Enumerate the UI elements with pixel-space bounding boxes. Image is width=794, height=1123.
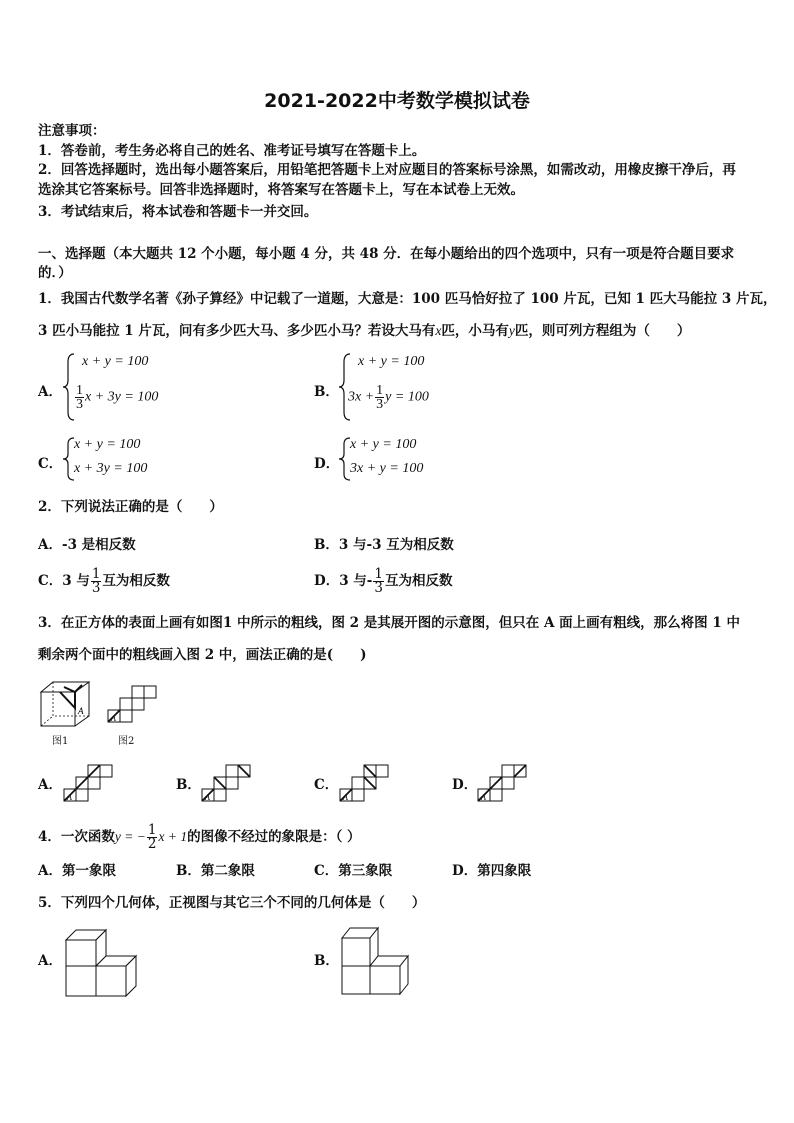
q4-stem: 4．一次函数y = − $\frac{1}{2}$ x + 1的图像不经过的象限是：（ ） — [38, 822, 361, 852]
cube-figure — [38, 680, 98, 730]
q3-option-c-label: C． — [314, 777, 339, 793]
svg-text:A: A — [343, 793, 348, 802]
q1-c-eq1: x + y = 100 — [74, 437, 141, 452]
q3-stem-line2: 剩余两个面中的粗线画入图 2 中，画法正确的是( ) — [38, 647, 367, 663]
q5-option-a-solid — [64, 922, 144, 998]
q3-option-d-label: D． — [452, 777, 478, 793]
q3-option-a-label: A． — [38, 777, 62, 793]
notice-item-1: 1．答卷前，考生务必将自己的姓名、准考证号填写在答题卡上。 — [38, 143, 426, 159]
q1-option-a-system — [62, 352, 202, 422]
page-title: 2021-2022中考数学模拟试卷 — [264, 90, 530, 112]
net-figure — [106, 684, 160, 724]
section-heading: 一、选择题（本大题共 12 个小题，每小题 4 分，共 48 分．在每小题给出的四个选项中，只有一项是符合题目要求 — [38, 246, 735, 262]
q3-option-b-label: B． — [176, 777, 201, 793]
q1-c-eq2: x + 3y = 100 — [74, 461, 148, 476]
q1-option-b-system — [338, 352, 478, 422]
q1-option-b-label: B． — [314, 384, 339, 400]
q1-d-eq2: 3x + y = 100 — [350, 461, 424, 476]
q5-stem: 5．下列四个几何体，正视图与其它三个不同的几何体是（ ） — [38, 895, 426, 911]
q2-option-b: B．3 与-3 互为相反数 — [314, 537, 454, 553]
svg-text:A: A — [205, 793, 210, 802]
q1-option-a-label: A． — [38, 384, 62, 400]
q1-option-d-label: D． — [314, 456, 340, 472]
q3-option-c-net — [338, 763, 392, 803]
q5-option-b-solid — [340, 922, 420, 998]
notice-item-2-cont: 选涂其它答案标号。回答非选择题时，将答案写在答题卡上，写在本试卷上无效。 — [38, 182, 524, 198]
face-label-a: A — [78, 706, 84, 716]
q1-stem-line1: 1．我国古代数学名著《孙子算经》中记载了一道题，大意是：100 匹马恰好拉了 100 片瓦，已知 1 匹大马能拉 3 片瓦， — [38, 291, 777, 307]
q4-option-a: A．第一象限 — [38, 863, 116, 879]
svg-text:A: A — [67, 793, 72, 802]
q2-option-a: A．-3 是相反数 — [38, 537, 136, 553]
notice-item-2: 2．回答选择题时，选出每小题答案后，用铅笔把答题卡上对应题目的答案标号涂黑，如需改动，用橡皮擦干净后，再 — [38, 162, 736, 178]
fig1-caption: 图1 — [52, 736, 69, 747]
q2-option-d: D．3 与- $\frac{1}{3}$ 互为相反数 — [314, 566, 453, 596]
q1-b-eq1: x + y = 100 — [358, 354, 425, 369]
q3-option-b-net — [200, 763, 254, 803]
q4-option-d: D．第四象限 — [452, 863, 532, 879]
q1-a-eq1: x + y = 100 — [82, 354, 149, 369]
q1-option-d-system — [338, 436, 478, 482]
q3-stem-line1: 3．在正方体的表面上画有如图1 中所示的粗线，图 2 是其展开图的示意图，但只在 A 面上画有粗线，那么将图 1 中 — [38, 615, 740, 631]
svg-text:A: A — [111, 714, 116, 723]
svg-text:A: A — [481, 793, 486, 802]
section-heading-cont: 的．） — [38, 265, 72, 281]
q1-b-eq2: 3x + $\frac{1}{3}$ y = 100 — [348, 383, 429, 412]
q5-option-b-label: B． — [314, 953, 339, 969]
q4-option-b: B．第二象限 — [176, 863, 255, 879]
fig2-caption: 图2 — [118, 736, 135, 747]
q1-a-eq2: $\frac{1}{3}$ x + 3y = 100 — [76, 383, 159, 412]
q5-option-a-label: A． — [38, 953, 62, 969]
var-x: x — [435, 323, 442, 338]
notice-heading: 注意事项： — [38, 123, 106, 139]
q3-option-d-net — [476, 763, 530, 803]
var-y: y — [508, 323, 515, 338]
q1-option-c-label: C． — [38, 456, 63, 472]
q4-option-c: C．第三象限 — [314, 863, 393, 879]
q1-d-eq1: x + y = 100 — [350, 437, 417, 452]
q1-stem-line2: 3 匹小马能拉 1 片瓦，问有多少匹大马、多少匹小马？若设大马有x匹，小马有y匹，则可列方程组为（ ） — [38, 323, 691, 339]
notice-item-3: 3．考试结束后，将本试卷和答题卡一并交回。 — [38, 204, 318, 220]
q1-option-c-system — [62, 436, 202, 482]
q3-option-a-net — [62, 763, 116, 803]
q2-stem: 2．下列说法正确的是（ ） — [38, 499, 223, 515]
q2-option-c: C．3 与 $\frac{1}{3}$ 互为相反数 — [38, 566, 170, 596]
